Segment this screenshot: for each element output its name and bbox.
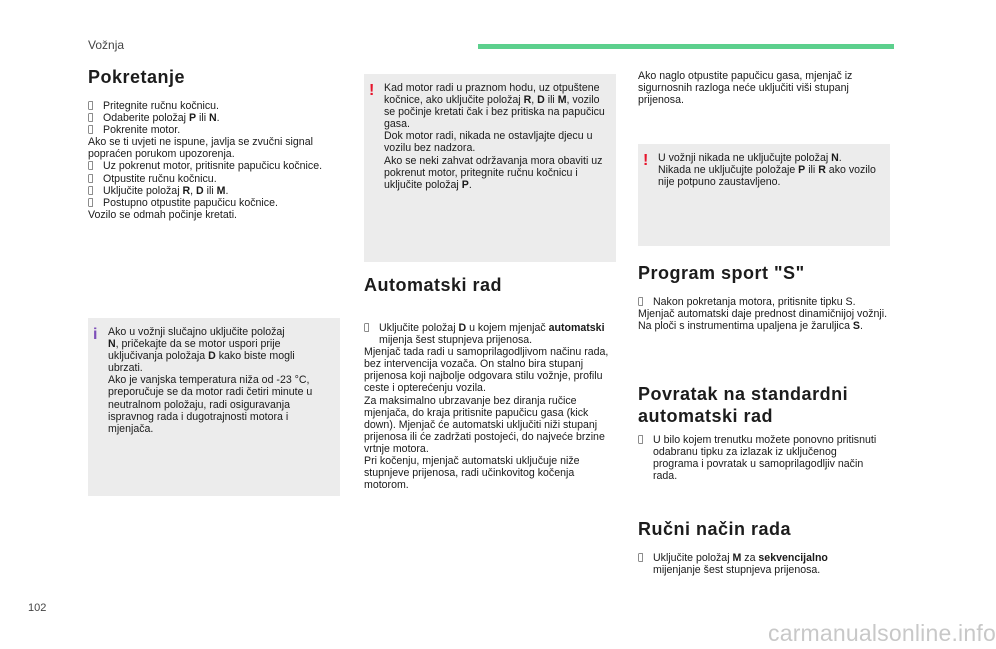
list-item: Nakon pokretanja motora, pritisnite tipku S. bbox=[638, 296, 898, 308]
bullet-icon bbox=[638, 434, 653, 482]
list-item: Uključite položaj M za sekvencijalno mijenjanje šest stupnjeva prijenosa. bbox=[638, 552, 878, 576]
warning-box-idle: ! Kad motor radi u praznom hodu, uz otpuštene kočnice, ako uključite položaj R, D ili M, vozilo se počinje kretati čak i bez pritiska na papučicu gasa. Dok motor radi, nikada ne ostavljajte djecu u vozilu bez nadzora. Ako se neki zahvat održavanja mora obaviti uz pokrenut motor, pritegnite ručnu kočnicu i uključite položaj P. bbox=[364, 74, 616, 262]
bullet-icon bbox=[638, 552, 653, 576]
bullet-icon bbox=[638, 296, 653, 308]
title-povratak: Povratak na standardni automatski rad bbox=[638, 384, 849, 426]
bullet-icon bbox=[88, 197, 103, 209]
return-text bbox=[638, 434, 878, 482]
header-accent-bar bbox=[478, 44, 894, 49]
warning-icon: ! bbox=[369, 82, 375, 99]
bullet-icon bbox=[88, 100, 103, 112]
manual-mode-text bbox=[638, 552, 878, 576]
list-item: U bilo kojem trenutku možete ponovno pritisnuti odabranu tipku za izlazak iz uključenog programa i povratak u samoprilagodljiv način rada. bbox=[638, 434, 878, 482]
warning-box-neutral: ! U vožnji nikada ne uključujte položaj N. Nikada ne uključujte položaje P ili R ako vozilo nije potpuno zaustavljeno. bbox=[638, 144, 890, 246]
list-item: Uključite položaj D u kojem mjenjač automatski mijenja šest stupnjeva prijenosa. bbox=[364, 322, 614, 346]
title-program-sport: Program sport "S" bbox=[638, 263, 805, 283]
bullet-icon bbox=[88, 185, 103, 197]
page-number: 102 bbox=[28, 602, 47, 614]
info-box: i Ako u vožnji slučajno uključite položaj N, pričekajte da se motor uspori prije uključivanja položaja D kako biste mogli ubrzati. Ako je vanjska temperatura niža od -23 °C, preporučuje se da motor radi četiri minute u neutralnom položaju, radi osiguravanja ispravnog rada i dugotrajnosti motora i mjenjača. bbox=[88, 318, 340, 496]
sport-program-text: Nakon pokretanja motora, pritisnite tipku S. Mjenjač automatski daje prednost dinamičnijoj vožnji. Na ploči s instrumentima upaljena je žaruljica S. bbox=[638, 296, 898, 332]
section-header: Vožnja bbox=[88, 38, 125, 52]
bullet-icon bbox=[88, 160, 103, 172]
bullet-icon bbox=[88, 173, 103, 185]
list-item: Uz pokrenut motor, pritisnite papučicu kočnice. bbox=[88, 160, 328, 172]
list-item: Odaberite položaj P ili N. bbox=[88, 112, 328, 124]
list-item: Postupno otpustite papučicu kočnice. bbox=[88, 197, 328, 209]
bullet-icon bbox=[88, 112, 103, 124]
title-pokretanje: Pokretanje bbox=[88, 67, 186, 87]
info-icon: i bbox=[93, 326, 98, 343]
list-item: Otpustite ručnu kočnicu. bbox=[88, 173, 328, 185]
title-automatski-rad: Automatski rad bbox=[364, 275, 503, 295]
automatic-mode-text: Uključite položaj D u kojem mjenjač automatski mijenja šest stupnjeva prijenosa. Mjenjač tada radi u samoprilagodljivom načinu rada, bez intervencija vozača. On stalno bira stupanj prijenosa koji najbolje odgovara stilu vožnje, profilu ceste i opterećenju vozila. Za maksimalno ubrzavanje bez diranja ručice mjenjača, do kraja pritisnite papučicu gasa (kick down). Mjenjač će automatski uključiti niži stupanj prijenosa ili će zadržati postojeći, do najveće brzine vrtnje motora. Pri kočenju, mjenjač automatski uključuje niže stupnjeve prijenosa, radi učinkovitog kočenja motorom. bbox=[364, 322, 614, 491]
list-item: Pritegnite ručnu kočnicu. bbox=[88, 100, 328, 112]
warning-icon: ! bbox=[643, 152, 649, 169]
intro-paragraph: Ako naglo otpustite papučicu gasa, mjenjač iz sigurnosnih razloga neće uključiti viši stupanj prijenosa. bbox=[638, 70, 853, 107]
paragraph: Ako se ti uvjeti ne ispune, javlja se zvučni signal popraćen porukom upozorenja. bbox=[88, 136, 313, 161]
paragraph: Vozilo se odmah počinje kretati. bbox=[88, 208, 237, 221]
start-instructions bbox=[88, 100, 328, 221]
list-item: Pokrenite motor. bbox=[88, 124, 328, 136]
bullet-icon bbox=[364, 322, 379, 346]
bullet-icon bbox=[88, 124, 103, 136]
title-rucni-nacin: Ručni način rada bbox=[638, 519, 792, 539]
watermark: carmanualsonline.info bbox=[768, 620, 996, 646]
list-item: Uključite položaj R, D ili M. bbox=[88, 185, 328, 197]
